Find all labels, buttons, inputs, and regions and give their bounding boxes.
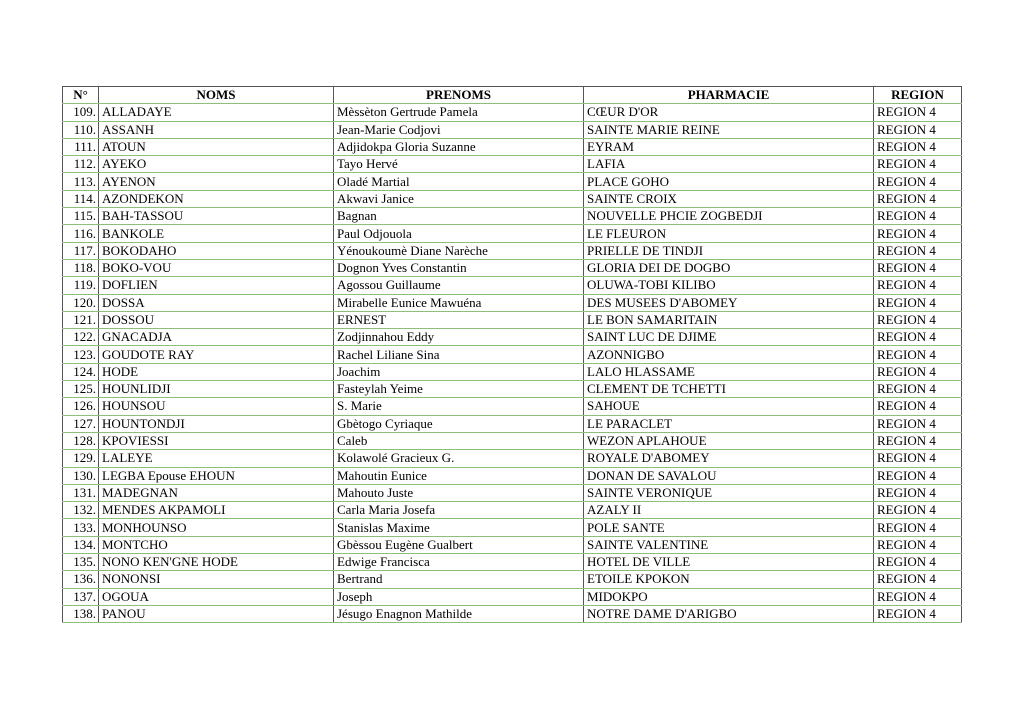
table-row — [63, 294, 962, 311]
cell-number: 117. — [63, 242, 99, 259]
cell-number: 120. — [63, 294, 99, 311]
cell-region: REGION 4 — [874, 121, 962, 138]
cell-number: 129. — [63, 450, 99, 467]
cell-prenom: Jésugo Enagnon Mathilde — [334, 605, 584, 622]
cell-region: REGION 4 — [874, 554, 962, 571]
cell-prenom: Carla Maria Josefa — [334, 502, 584, 519]
cell-region: REGION 4 — [874, 294, 962, 311]
cell-pharmacie: SAINT LUC DE DJIME — [584, 329, 874, 346]
cell-number: 124. — [63, 363, 99, 380]
cell-nom: MONHOUNSO — [99, 519, 334, 536]
cell-number: 138. — [63, 605, 99, 622]
cell-prenom: Joseph — [334, 588, 584, 605]
cell-region: REGION 4 — [874, 277, 962, 294]
cell-number: 131. — [63, 484, 99, 501]
cell-nom: LEGBA Epouse EHOUN — [99, 467, 334, 484]
cell-region: REGION 4 — [874, 467, 962, 484]
cell-region: REGION 4 — [874, 519, 962, 536]
cell-prenom: Gbèssou Eugène Gualbert — [334, 536, 584, 553]
table-row — [63, 519, 962, 536]
cell-number: 134. — [63, 536, 99, 553]
cell-nom: LALEYE — [99, 450, 334, 467]
cell-prenom: Caleb — [334, 432, 584, 449]
cell-nom: BANKOLE — [99, 225, 334, 242]
cell-region: REGION 4 — [874, 398, 962, 415]
table-row — [63, 588, 962, 605]
cell-number: 110. — [63, 121, 99, 138]
cell-region: REGION 4 — [874, 329, 962, 346]
cell-region: REGION 4 — [874, 588, 962, 605]
table-row — [63, 554, 962, 571]
table-row — [63, 346, 962, 363]
cell-pharmacie: DONAN DE SAVALOU — [584, 467, 874, 484]
table-row — [63, 156, 962, 173]
cell-number: 133. — [63, 519, 99, 536]
table-body — [63, 104, 962, 623]
cell-prenom: Paul Odjouola — [334, 225, 584, 242]
table-row — [63, 467, 962, 484]
cell-prenom: Oladé Martial — [334, 173, 584, 190]
cell-region: REGION 4 — [874, 502, 962, 519]
table-row — [63, 311, 962, 328]
table-row — [63, 432, 962, 449]
cell-nom: BAH-TASSOU — [99, 208, 334, 225]
cell-prenom: Mirabelle Eunice Mawuéna — [334, 294, 584, 311]
cell-prenom: Kolawolé Gracieux G. — [334, 450, 584, 467]
cell-nom: ASSANH — [99, 121, 334, 138]
cell-number: 126. — [63, 398, 99, 415]
cell-prenom: Adjidokpa Gloria Suzanne — [334, 138, 584, 155]
cell-region: REGION 4 — [874, 138, 962, 155]
cell-nom: HODE — [99, 363, 334, 380]
cell-prenom: S. Marie — [334, 398, 584, 415]
cell-region: REGION 4 — [874, 363, 962, 380]
cell-region: REGION 4 — [874, 571, 962, 588]
cell-nom: BOKO-VOU — [99, 259, 334, 276]
cell-nom: HOUNSOU — [99, 398, 334, 415]
cell-region: REGION 4 — [874, 259, 962, 276]
cell-prenom: Joachim — [334, 363, 584, 380]
cell-pharmacie: SAINTE VALENTINE — [584, 536, 874, 553]
table-row — [63, 398, 962, 415]
cell-number: 114. — [63, 190, 99, 207]
cell-pharmacie: SAINTE VERONIQUE — [584, 484, 874, 501]
cell-nom: MONTCHO — [99, 536, 334, 553]
cell-prenom: Mahouto Juste — [334, 484, 584, 501]
table-row — [63, 104, 962, 121]
cell-number: 136. — [63, 571, 99, 588]
cell-pharmacie: CŒUR D'OR — [584, 104, 874, 121]
cell-region: REGION 4 — [874, 156, 962, 173]
cell-pharmacie: POLE SANTE — [584, 519, 874, 536]
cell-number: 127. — [63, 415, 99, 432]
table-row — [63, 173, 962, 190]
table-header-row — [63, 87, 962, 104]
cell-number: 130. — [63, 467, 99, 484]
cell-pharmacie: MIDOKPO — [584, 588, 874, 605]
cell-pharmacie: NOTRE DAME D'ARIGBO — [584, 605, 874, 622]
cell-region: REGION 4 — [874, 346, 962, 363]
cell-prenom: Bagnan — [334, 208, 584, 225]
cell-number: 119. — [63, 277, 99, 294]
table-row — [63, 450, 962, 467]
header-prenoms: PRENOMS — [334, 87, 584, 104]
cell-prenom: Bertrand — [334, 571, 584, 588]
cell-nom: ATOUN — [99, 138, 334, 155]
cell-prenom: Rachel Liliane Sina — [334, 346, 584, 363]
cell-number: 115. — [63, 208, 99, 225]
table-row — [63, 208, 962, 225]
cell-nom: OGOUA — [99, 588, 334, 605]
cell-prenom: Akwavi Janice — [334, 190, 584, 207]
cell-nom: AZONDEKON — [99, 190, 334, 207]
cell-nom: MENDES AKPAMOLI — [99, 502, 334, 519]
cell-pharmacie: EYRAM — [584, 138, 874, 155]
cell-region: REGION 4 — [874, 104, 962, 121]
cell-nom: HOUNTONDJI — [99, 415, 334, 432]
cell-region: REGION 4 — [874, 190, 962, 207]
cell-pharmacie: LE PARACLET — [584, 415, 874, 432]
cell-pharmacie: LAFIA — [584, 156, 874, 173]
cell-pharmacie: DES MUSEES D'ABOMEY — [584, 294, 874, 311]
cell-prenom: Mahoutin Eunice — [334, 467, 584, 484]
cell-pharmacie: LE BON SAMARITAIN — [584, 311, 874, 328]
cell-number: 121. — [63, 311, 99, 328]
cell-region: REGION 4 — [874, 415, 962, 432]
cell-prenom: ERNEST — [334, 311, 584, 328]
cell-region: REGION 4 — [874, 311, 962, 328]
table-row — [63, 242, 962, 259]
table-row — [63, 536, 962, 553]
cell-prenom: Edwige Francisca — [334, 554, 584, 571]
cell-prenom: Gbètogo Cyriaque — [334, 415, 584, 432]
cell-pharmacie: ROYALE D'ABOMEY — [584, 450, 874, 467]
cell-prenom: Agossou Guillaume — [334, 277, 584, 294]
cell-nom: GOUDOTE RAY — [99, 346, 334, 363]
cell-pharmacie: HOTEL DE VILLE — [584, 554, 874, 571]
table-row — [63, 259, 962, 276]
cell-region: REGION 4 — [874, 381, 962, 398]
table-row — [63, 190, 962, 207]
pharmacists-table — [62, 86, 962, 623]
cell-number: 109. — [63, 104, 99, 121]
cell-pharmacie: AZALY II — [584, 502, 874, 519]
table-row — [63, 502, 962, 519]
cell-region: REGION 4 — [874, 242, 962, 259]
cell-nom: AYENON — [99, 173, 334, 190]
cell-nom: DOSSA — [99, 294, 334, 311]
cell-pharmacie: AZONNIGBO — [584, 346, 874, 363]
cell-number: 135. — [63, 554, 99, 571]
header-region: REGION — [874, 87, 962, 104]
cell-pharmacie: SAINTE CROIX — [584, 190, 874, 207]
table-row — [63, 571, 962, 588]
cell-pharmacie: NOUVELLE PHCIE ZOGBEDJI — [584, 208, 874, 225]
cell-number: 137. — [63, 588, 99, 605]
cell-prenom: Mèssèton Gertrude Pamela — [334, 104, 584, 121]
cell-nom: NONONSI — [99, 571, 334, 588]
cell-region: REGION 4 — [874, 208, 962, 225]
cell-region: REGION 4 — [874, 432, 962, 449]
cell-pharmacie: SAINTE MARIE REINE — [584, 121, 874, 138]
cell-number: 113. — [63, 173, 99, 190]
cell-nom: AYEKO — [99, 156, 334, 173]
cell-pharmacie: PLACE GOHO — [584, 173, 874, 190]
cell-nom: PANOU — [99, 605, 334, 622]
cell-nom: KPOVIESSI — [99, 432, 334, 449]
table-row — [63, 484, 962, 501]
cell-prenom: Zodjinnahou Eddy — [334, 329, 584, 346]
cell-number: 123. — [63, 346, 99, 363]
table-row — [63, 277, 962, 294]
cell-number: 125. — [63, 381, 99, 398]
cell-nom: NONO KEN'GNE HODE — [99, 554, 334, 571]
cell-nom: HOUNLIDJI — [99, 381, 334, 398]
cell-region: REGION 4 — [874, 450, 962, 467]
cell-prenom: Yénoukoumè Diane Narèche — [334, 242, 584, 259]
header-pharmacie: PHARMACIE — [584, 87, 874, 104]
cell-region: REGION 4 — [874, 605, 962, 622]
header-noms: NOMS — [99, 87, 334, 104]
cell-prenom: Stanislas Maxime — [334, 519, 584, 536]
cell-nom: ALLADAYE — [99, 104, 334, 121]
cell-nom: GNACADJA — [99, 329, 334, 346]
cell-pharmacie: CLEMENT DE TCHETTI — [584, 381, 874, 398]
cell-pharmacie: LE FLEURON — [584, 225, 874, 242]
cell-number: 128. — [63, 432, 99, 449]
table-row — [63, 605, 962, 622]
header-number: N° — [63, 87, 99, 104]
cell-number: 118. — [63, 259, 99, 276]
cell-pharmacie: LALO HLASSAME — [584, 363, 874, 380]
table-row — [63, 329, 962, 346]
table-row — [63, 225, 962, 242]
cell-region: REGION 4 — [874, 484, 962, 501]
cell-number: 116. — [63, 225, 99, 242]
table-row — [63, 138, 962, 155]
cell-prenom: Tayo Hervé — [334, 156, 584, 173]
cell-nom: MADEGNAN — [99, 484, 334, 501]
cell-number: 132. — [63, 502, 99, 519]
table-row — [63, 121, 962, 138]
table-row — [63, 415, 962, 432]
cell-pharmacie: PRIELLE DE TINDJI — [584, 242, 874, 259]
cell-pharmacie: OLUWA-TOBI KILIBO — [584, 277, 874, 294]
cell-number: 112. — [63, 156, 99, 173]
cell-nom: DOFLIEN — [99, 277, 334, 294]
cell-pharmacie: WEZON APLAHOUE — [584, 432, 874, 449]
cell-pharmacie: GLORIA DEI DE DOGBO — [584, 259, 874, 276]
table-row — [63, 381, 962, 398]
cell-region: REGION 4 — [874, 225, 962, 242]
cell-number: 122. — [63, 329, 99, 346]
cell-nom: DOSSOU — [99, 311, 334, 328]
cell-prenom: Fasteylah Yeime — [334, 381, 584, 398]
cell-pharmacie: ETOILE KPOKON — [584, 571, 874, 588]
cell-pharmacie: SAHOUE — [584, 398, 874, 415]
table-row — [63, 363, 962, 380]
cell-number: 111. — [63, 138, 99, 155]
cell-prenom: Jean-Marie Codjovi — [334, 121, 584, 138]
cell-nom: BOKODAHO — [99, 242, 334, 259]
cell-region: REGION 4 — [874, 173, 962, 190]
cell-region: REGION 4 — [874, 536, 962, 553]
cell-prenom: Dognon Yves Constantin — [334, 259, 584, 276]
